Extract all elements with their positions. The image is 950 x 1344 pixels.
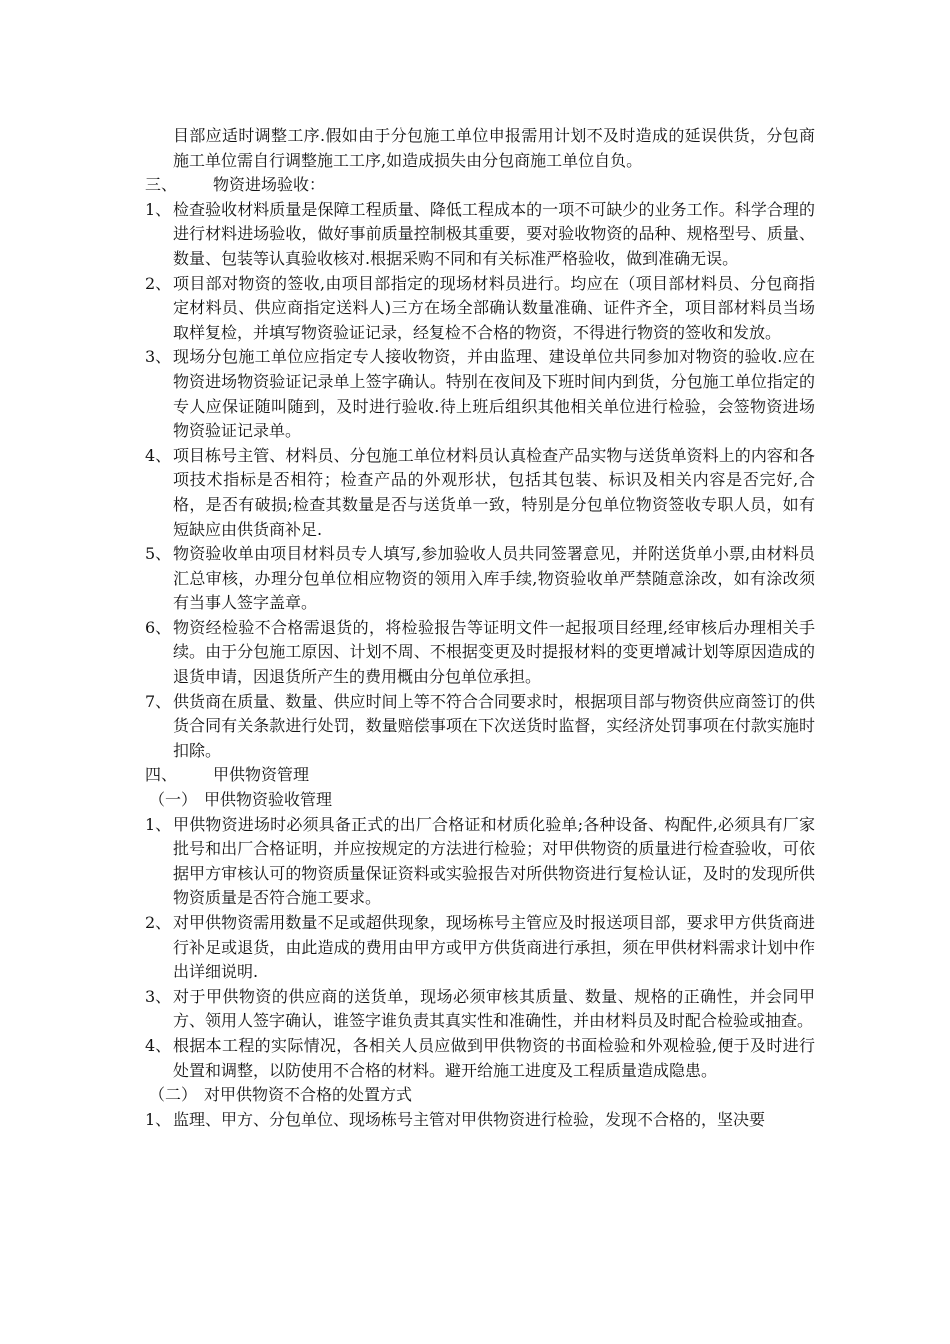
list-item: [145, 1034, 815, 1083]
section-number: 三、: [145, 175, 178, 195]
item-text: 供货商在质量、数量、供应时间上等不符合合同要求时，根据项目部与物资供应商签订的供货合同有关条款进行处罚，数量赔偿事项在下次送货时监督，实经济处罚事项在付款实施时扣除。: [173, 691, 815, 760]
item-number: 4、: [145, 445, 172, 465]
item-number: 6、: [145, 617, 172, 637]
item-number: 1、: [145, 199, 172, 219]
continuation-paragraph: 目部应适时调整工序.假如由于分包施工单位申报需用计划不及时造成的延误供货，分包商施工单位需自行调整施工工序,如造成损失由分包商施工单位自负。: [173, 126, 815, 170]
subsection-heading-1: [145, 788, 815, 813]
item-number: 2、: [145, 273, 172, 293]
item-number: 7、: [145, 691, 172, 711]
item-number: 1、: [145, 814, 172, 834]
item-text: 现场分包施工单位应指定专人接收物资，并由监理、建设单位共同参加对物资的验收.应在物资进场物资验证记录单上签字确认。特别在夜间及下班时间内到货，分包施工单位指定的专人应保证随叫随到，及时进行验收.待上班后组织其他相关单位进行检验，会签物资进场物资验证记录单。: [173, 347, 815, 441]
list-item: [145, 444, 815, 542]
item-number: 5、: [145, 544, 172, 564]
subsection-number: （二）: [149, 1085, 198, 1105]
list-item: [145, 911, 815, 985]
list-item: [145, 542, 815, 616]
item-number: 1、: [145, 1109, 172, 1129]
section-number: 四、: [145, 765, 178, 785]
item-text: 物资经检验不合格需退货的，将检验报告等证明文件一起报项目经理,经审核后办理相关手续。由于分包施工原因、计划不周、不根据变更及时提报材料的变更增减计划等原因造成的退货申请，因退货所产生的费用概由分包单位承担。: [173, 617, 815, 687]
subsection-number: （一）: [149, 790, 198, 810]
section-title: 物资进场验收：: [213, 175, 326, 195]
list-item: [145, 345, 815, 443]
item-number: 4、: [145, 1035, 172, 1055]
item-text: 对甲供物资需用数量不足或超供现象，现场栋号主管应及时报送项目部，要求甲方供货商进行补足或退货，由此造成的费用由甲方或甲方供货商进行承担，须在甲供材料需求计划中作出详细说明.: [173, 913, 815, 982]
document-body: [145, 124, 815, 1132]
item-text: 物资验收单由项目材料员专人填写,参加验收人员共同签署意见，并附送货单小票,由材料员汇总审核，办理分包单位相应物资的领用入库手续,物资验收单严禁随意涂改，如有涂改须有当事人签字盖章。: [173, 544, 815, 613]
list-item: [145, 616, 815, 690]
list-item: [145, 813, 815, 911]
list-item: [145, 272, 815, 346]
item-text: 甲供物资进场时必须具备正式的出厂合格证和材质化验单;各种设备、构配件,必须具有厂家批号和出厂合格证明，并应按规定的方法进行检验；对甲供物资的质量进行检查验收，可依据甲方审核认可的物资质量保证资料或实验报告对所供物资进行复检认证，及时的发现所供物资质量是否符合施工要求。: [173, 814, 815, 908]
item-number: 3、: [145, 347, 172, 367]
section-title: 甲供物资管理: [213, 765, 310, 785]
item-text: 检查验收材料质量是保障工程质量、降低工程成本的一项不可缺少的业务工作。科学合理的进行材料进场验收，做好事前质量控制极其重要，要对验收物资的品种、规格型号、质量、数量、包装等认真验收核对.根据采购不同和有关标准严格验收，做到准确无误。: [173, 199, 815, 268]
list-item: [145, 690, 815, 764]
item-text: 对于甲供物资的供应商的送货单，现场必须审核其质量、数量、规格的正确性，并会同甲方、领用人签字确认，谁签字谁负责其真实性和准确性，并由材料员及时配合检验或抽查。: [173, 986, 815, 1031]
section-heading-4: [145, 763, 815, 788]
item-text: 项目栋号主管、材料员、分包施工单位材料员认真检查产品实物与送货单资料上的内容和各项技术指标是否相符；检查产品的外观形状，包括其包装、标识及相关内容是否完好,合格，是否有破损;检查其数量是否与送货单一致，特别是分包单位物资签收专职人员，如有短缺应由供货商补足.: [173, 445, 815, 539]
subsection-title: 对甲供物资不合格的处置方式: [204, 1085, 413, 1105]
item-number: 2、: [145, 913, 172, 932]
section-heading-3: [145, 173, 815, 198]
list-item: [145, 1108, 815, 1133]
item-text: 项目部对物资的签收,由项目部指定的现场材料员进行。均应在（项目部材料员、分包商指定材料员、供应商指定送料人)三方在场全部确认数量准确、证件齐全，项目部材料员当场取样复检，并填写物资验证记录，经复检不合格的物资，不得进行物资的签收和发放。: [173, 273, 815, 342]
subsection-title: 甲供物资验收管理: [204, 790, 333, 810]
subsection-heading-2: [145, 1083, 815, 1108]
item-number: 3、: [145, 986, 172, 1006]
list-item: [145, 198, 815, 272]
list-item: [145, 985, 815, 1034]
item-text: 监理、甲方、分包单位、现场栋号主管对甲供物资进行检验，发现不合格的，坚决要: [173, 1109, 766, 1129]
item-text: 根据本工程的实际情况，各相关人员应做到甲供物资的书面检验和外观检验,便于及时进行处置和调整，以防使用不合格的材料。避开给施工进度及工程质量造成隐患。: [173, 1035, 815, 1080]
